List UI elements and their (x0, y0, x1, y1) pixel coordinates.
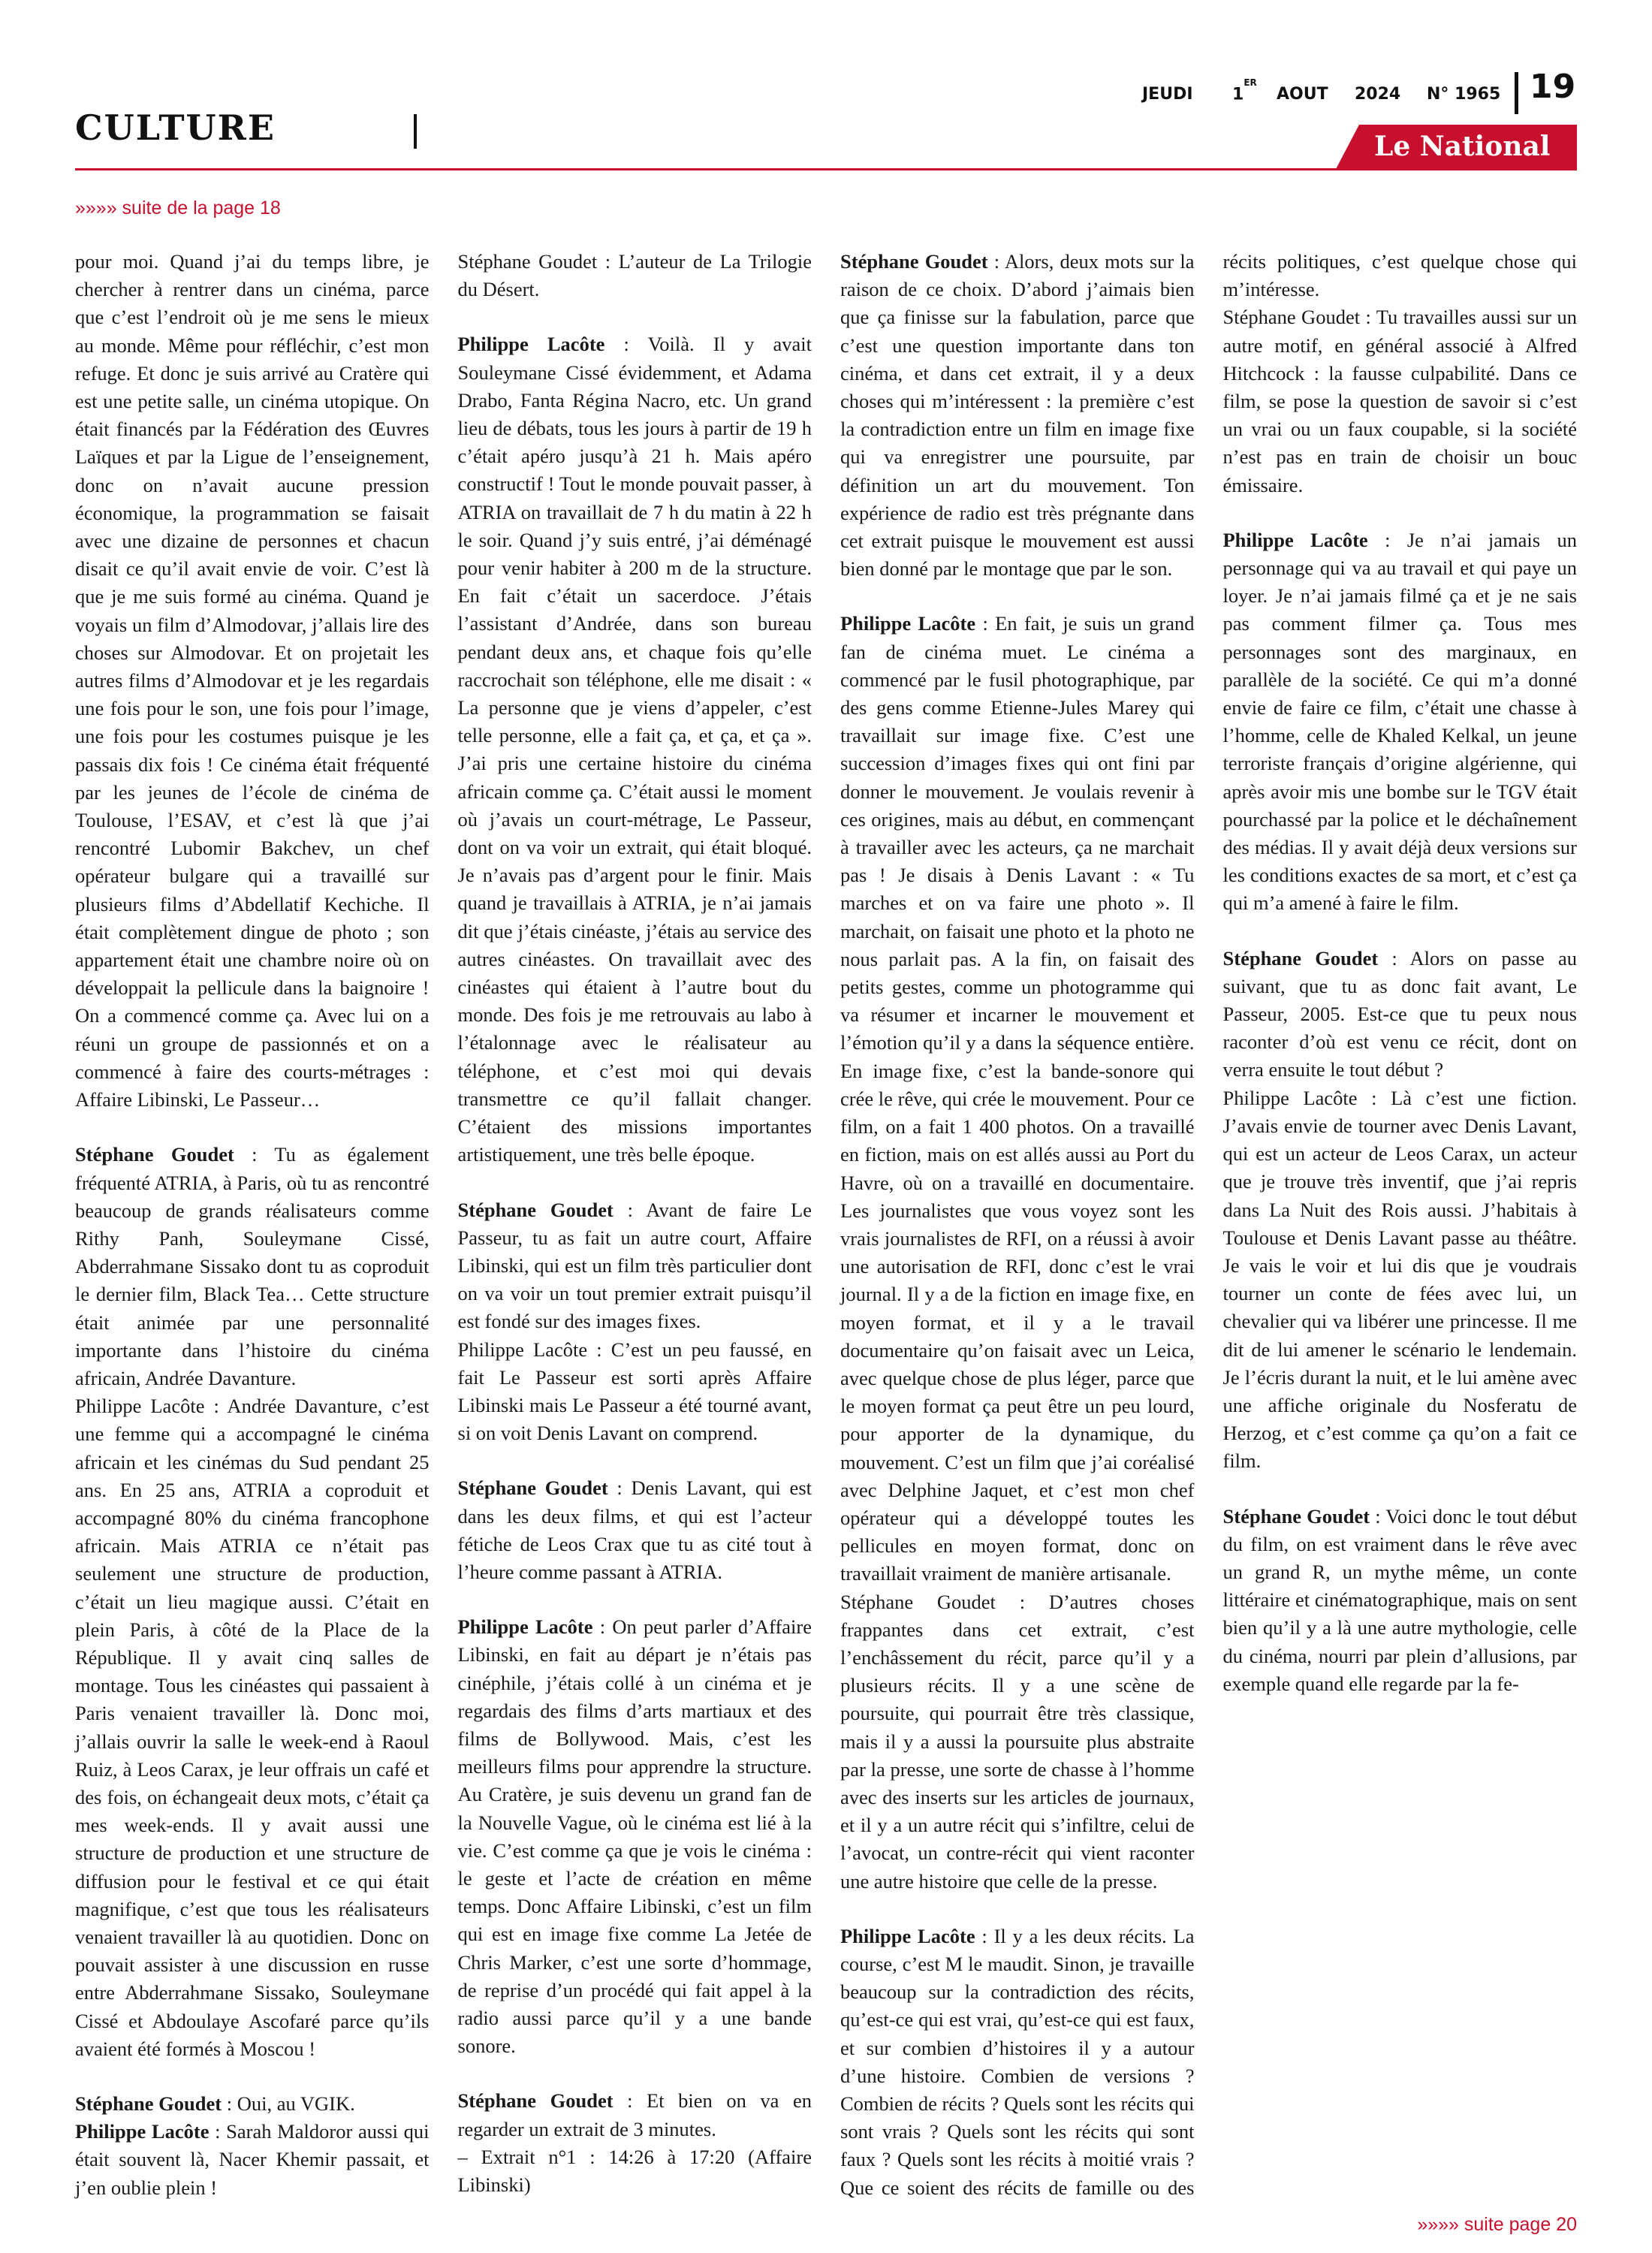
paragraph-text: : Sarah Maldoror aussi qui était souvent là, Nacer Khemir passait, et j’en oublie plein ! (75, 2120, 430, 2199)
speaker-name: Stéphane Goudet (75, 1143, 234, 1166)
article-paragraph (458, 1613, 812, 2060)
date-day: 1ER (1232, 77, 1257, 104)
article-paragraph (75, 248, 430, 1114)
speaker-name: Stéphane Goudet (1222, 1504, 1370, 1528)
article-paragraph (1223, 945, 1578, 1084)
article-paragraph (458, 1196, 812, 1336)
speaker-name: Stéphane Goudet (75, 2092, 222, 2115)
continued-to-link[interactable]: »»»» suite page 20 (1417, 2214, 1577, 2235)
paragraph-text: Stéphane Goudet : Tu travailles aussi sur un autre motif, en général associé à Alfred Hitchcock : la fausse culpabilité. Dans ce film, se pose la question de savoir si c’est un vrai ou un faux coupable, si la société n’est pas en train de choisir un bouc émissaire. (1222, 306, 1577, 496)
speaker-name: Stéphane Goudet (457, 1476, 608, 1500)
paragraph-text: – Extrait n°1 : 14:26 à 17:20 (Affaire Libinski) (457, 2145, 812, 2196)
article-paragraph (840, 610, 1195, 1588)
article-paragraph (75, 1392, 430, 2063)
article-paragraph (1223, 526, 1578, 918)
article-paragraph (458, 330, 812, 1169)
article-paragraph (75, 2090, 430, 2118)
article-paragraph (1223, 1503, 1578, 1698)
article-body (75, 248, 1577, 2204)
speaker-name: Philippe Lacôte (840, 1924, 975, 1947)
paragraph-text: pour moi. Quand j’ai du temps libre, je chercher à rentrer dans un cinéma, parce que c’est l’endroit où je me sens le mieux au monde. Même pour réfléchir, c’est mon refuge. Et donc je suis arrivé au Cratère qui est une petite salle, un cinéma utopique. On était financés par la Fédération des Œuvres Laïques et par la Ligue de l’enseignement, donc on n’avait aucune pression économique, la programmation se faisait avec une dizaine de personnes et chacun disait ce qu’il avait envie de voir. C’est là que je me suis formé au cinéma. Quand je voyais un film d’Almodovar, j’allais lire des choses sur Almodovar. Et on projetait les autres films d’Almodovar et je les regardais une fois pour le son, une fois pour l’image, une fois pour les costumes puisque je les passais dix fois ! Ce cinéma était fréquenté par les jeunes de l’école de cinéma de Toulouse, l’ESAV, et c’est là que j’ai rencontré Lubomir Bakchev, un chef opérateur bulgare qui a travaillé sur plusieurs films d’Abdellatif Kechiche. Il était complètement dingue de photo ; son appartement était une chambre noire où on développait la pellicule dans la baignoire ! On a commencé comme ça. Avec lui on a réuni un groupe de passionnés et on a commencé à faire des courts-métrages : Affaire Libinski, Le Passeur… (75, 250, 430, 1111)
header-rule (75, 168, 1577, 170)
paragraph-text: Stéphane Goudet : D’autres choses frappantes dans cet extrait, c’est l’enchâssement du récit, parce qu’il y a plusieurs récits. Il y a une scène de poursuite, qui pourrait être très classique, mais il y a aussi la poursuite plus abstraite par la presse, une sorte de chasse à l’homme avec des inserts sur les articles de journaux, et il y a un autre récit qui s’infiltre, celui de l’avocat, un contre-récit qui vient raconter une autre histoire que celle de la presse. (840, 1590, 1195, 1893)
date-year: 2024 (1355, 85, 1401, 104)
page-number: 19 (1530, 68, 1576, 106)
speaker-name: Philippe Lacôte (457, 333, 605, 356)
issue-number: N° 1965 (1427, 85, 1501, 104)
paragraph-text: Stéphane Goudet : L’auteur de La Trilogie du Désert. (457, 250, 812, 301)
section-title: CULTURE (75, 107, 276, 148)
date-month: AOUT (1277, 85, 1328, 104)
article-paragraph (75, 2118, 430, 2202)
article-paragraph (458, 1474, 812, 1586)
article-paragraph (458, 1336, 812, 1448)
article-paragraph (458, 248, 812, 303)
paragraph-text: : Voilà. Il y avait Souleymane Cissé évidemment, et Adama Drabo, Fanta Régina Nacro, etc. Un grand lieu de débats, tous les jours à partir de 19 h c’était apéro jusqu’à 21 h. Mais apéro constructif ! Tout le monde pouvait passer, à ATRIA on travaillait de 7 h du matin à 22 h le soir. Quand j’y suis entré, j’ai déménagé pour venir habiter à 200 m de la structure. En fait c’était un sacerdoce. J’étais l’assistant d’Andrée, dans son bureau pendant deux ans, et chaque fois qu’elle raccrochait son téléphone, elle me disait : « La personne que je viens d’appeler, c’est telle personne, elle a fait ça, et ça, et ça ». J’ai pris une certaine histoire du cinéma africain comme ça. C’était aussi le moment où j’avais un court-métrage, Le Passeur, dont on va voir un extrait, qui était bloqué. Je n’avais pas d’argent pour le finir. Mais quand je travaillais à ATRIA, je n’ai jamais dit que j’étais cinéaste, j’étais au service des autres cinéastes. On travaillait avec des cinéastes qui étaient à l’autre bout du monde. Des fois je me retrouvais au labo à l’étalonnage avec le réalisateur au téléphone, et c’est moi qui devais transmettre ce qu’il fallait changer. C’étaient des missions importantes artistiquement, une très belle époque. (457, 333, 812, 1166)
paragraph-text: Philippe Lacôte : Là c’est une fiction. J’avais envie de tourner avec Denis Lavant, qui est un acteur de Leos Carax, un acteur que je trouve très inventif, que j’ai repris dans La Nuit des Rois aussi. J’habitais à Toulouse et Denis Lavant passe au théâtre. Je vais le voir et lui dis que je voudrais tourner un conte de fées avec lui, un chevalier qui va libérer une princesse. Il me dit de lui amener le scénario le lendemain. Je l’écris durant la nuit, et le lui amène avec une affiche originale du Nosferatu de Herzog, et c’est comme ça qu’on a fait ce film. (1222, 1086, 1577, 1473)
article-paragraph (1223, 1084, 1578, 1476)
article-paragraph (458, 2143, 812, 2199)
continued-from-link[interactable]: »»»» suite de la page 18 (75, 198, 281, 219)
paragraph-text: : On peut parler d’Affaire Libinski, en fait au départ je n’étais pas cinéphile, j’étais collé à un cinéma et je regardais des films d’arts martiaux et des films de Bollywood. Mais, c’est les meilleurs films pour apprendre la structure. Au Cratère, je suis devenu un grand fan de la Nouvelle Vague, où le cinéma est lié à la vie. C’est comme ça que je vois le cinéma : le geste et l’acte de création en même temps. Donc Affaire Libinski, c’est un film qui est en image fixe comme La Jetée de Chris Marker, c’est une sorte d’hommage, de reprise d’un procédé qui fait appel à la radio aussi parce qu’il y a une bande sonore. (457, 1615, 812, 2058)
speaker-name: Philippe Lacôte (457, 1615, 593, 1639)
paragraph-text: Philippe Lacôte : C’est un peu faussé, en fait Le Passeur est sorti après Affaire Libinski mais Le Passeur a été tourné avant, si on voit Denis Lavant on comprend. (457, 1338, 812, 1445)
speaker-name: Stéphane Goudet (457, 2089, 613, 2113)
paragraph-text: Philippe Lacôte : Andrée Davanture, c’est une femme qui a accompagné le cinéma africain et les cinémas du Sud pendant 25 ans. En 25 ans, ATRIA a coproduit et accompagné 80% du cinéma francophone africain. Mais ATRIA ce n’était pas seulement une structure de production, c’était un lieu magique aussi. C’était en plein Paris, à côté de la Place de la République. Il y avait cinq salles de montage. Tous les cinéastes qui passaient à Paris venaient travailler là. Donc moi, j’allais ouvrir la salle le week-end à Raoul Ruiz, à Leos Carax, je leur offrais un café et des fois, on échangeait deux mots, c’était ça mes week-ends. Il y avait aussi une structure de production et une structure de diffusion pour le festival et ce qui était magnifique, c’est que tous les réalisateurs venaient travailler là au quotidien. Donc on pouvait assister à une discussion en russe entre Abderrahmane Sissako, Souleymane Cissé et Abdoulaye Ascofaré parce qu’ils avaient été formés à Moscou ! (75, 1395, 430, 2060)
article-paragraph (840, 1588, 1195, 1896)
speaker-name: Philippe Lacôte (840, 612, 976, 635)
article-paragraph (1223, 303, 1578, 499)
paragraph-text: : Avant de faire Le Passeur, tu as fait un autre court, Affaire Libinski, qui est un film très particulier dont on va voir un tout premier extrait puisqu’il est fondé sur des images fixes. (457, 1198, 812, 1333)
speaker-name: Philippe Lacôte (1222, 528, 1368, 551)
article-paragraph (458, 2087, 812, 2143)
speaker-name: Philippe Lacôte (75, 2120, 210, 2143)
paragraph-text: : Et bien on va en regarder un extrait de 3 minutes. (457, 2089, 812, 2140)
speaker-name: Stéphane Goudet (840, 250, 988, 273)
speaker-name: Stéphane Goudet (457, 1198, 613, 1221)
paragraph-text: : Voici donc le tout début du film, on est vraiment dans le rêve avec un grand R, un mythe même, un conte littéraire et cinématographique, mais on sent bien qu’il y a là une autre mythologie, celle du cinéma, nourri par plein d’allusions, par exemple quand elle regarde par la fe- (1222, 1504, 1577, 1695)
article-paragraph (840, 248, 1195, 583)
paragraph-text: : Oui, au VGIK. (222, 2092, 355, 2115)
speaker-name: Stéphane Goudet (1222, 946, 1379, 970)
brand-name: Le National (1374, 131, 1551, 162)
page-number-separator (1515, 72, 1518, 114)
title-separator (414, 114, 417, 149)
paragraph-text: : Je n’ai jamais un personnage qui va au travail et qui paye un loyer. Je n’ai jamais filmé ça et je ne sais pas comment filmer ça. Tous mes personnages sont des marginaux, en parallèle de la société. Ce qui m’a donné envie de faire ce film, c’était une chasse à l’homme, celle de Khaled Kelkal, un jeune terroriste français d’origine algérienne, qui après avoir mis une bombe sur le TGV était pourchassé par la police et le déchaînement des médias. Il y avait déjà deux versions sur les conditions exactes de sa mort, et c’est ça qui m’a amené à faire le film. (1222, 528, 1578, 915)
paragraph-text: : Il y a les deux récits. La course, c’est M le maudit. Sinon, je travaille beaucoup sur la contradiction des récits, qu’est-ce qui est vrai, qu’est-ce qui est faux, et sur combien d’histoires il y a autour d’une histoire. Combien de versions ? Combien de récits ? Quels sont les récits qui sont vrais ? Quels sont les récits qui sont faux ? Quels sont les récits à moitié vrais ? Que ce soient des récits de famille ou des récits politiques, c’est quelque chose qui m’intéresse. (840, 250, 1577, 2199)
paragraph-text: : Denis Lavant, qui est dans les deux films, et qui est l’acteur fétiche de Leos Crax que tu as cité tout à l’heure comme passant à ATRIA. (457, 1476, 812, 1583)
date-weekday: JEUDI (1142, 85, 1193, 104)
article-paragraph (75, 1141, 430, 1392)
paragraph-text: : Tu as également fréquenté ATRIA, à Paris, où tu as rencontré beaucoup de grands réalisateurs comme Rithy Panh, Souleymane Cissé, Abderrahmane Sissako dont tu as coproduit le dernier film, Black Tea… Cette structure était animée par une personnalité importante dans l’histoire du cinéma africain, Andrée Davanture. (75, 1143, 430, 1389)
paragraph-text: : En fait, je suis un grand fan de cinéma muet. Le cinéma a commencé par le fusil photographique, par des gens comme Etienne-Jules Marey qui travaillait sur image fixe. C’est une succession d’images fixes qui ont fini par donner le mouvement. Je voulais revenir à ces origines, mais au début, en commençant à travailler avec les acteurs, ça ne marchait pas ! Je disais à Denis Lavant : « Tu marches et on va faire une photo ». Il marchait, on faisait une photo et la photo ne nous parlait pas. A la fin, on faisait des petits gestes, comme un photogramme qui va résumer et incarner le mouvement et l’émotion qu’il y a dans la séquence entière. En image fixe, c’est la bande-sonore qui crée le rêve, qui crée le mouvement. Pour ce film, on a fait 1 400 photos. On a travaillé en fiction, mais on est allés aussi au Port du Havre, où on a travaillé en documentaire. Les journalistes que vous voyez sont les vrais journalistes de RFI, on a réussi à avoir une autorisation de RFI, donc c’est le vrai journal. Il y a de la fiction en image fixe, en moyen format, et il y a le travail documentaire qu’on faisait avec un Leica, avec quelque chose de plus léger, parce que le moyen format ça peut être un peu lourd, pour apporter de la dynamique, du mouvement. C’est un film que j’ai coréalisé avec Delphine Jaquet, et c’est mon chef opérateur qui a développé toutes les pellicules en moyen format, donc on travaillait vraiment de manière artisanale. (840, 612, 1195, 1585)
paragraph-text: : Alors on passe au suivant, que tu as donc fait avant, Le Passeur, 2005. Est-ce que tu peux nous raconter d’où est venu ce récit, dont on verra ensuite le tout début ? (1222, 946, 1577, 1081)
date-day-suffix: ER (1244, 77, 1257, 88)
paragraph-text: : Alors, deux mots sur la raison de ce choix. D’abord j’aimais bien que ça finisse sur la fabulation, parce que c’est une question importante dans ton cinéma, et dans cet extrait, il y a deux choses qui m’intéressent : la première c’est la contradiction entre un film en image fixe qui va enregistrer une poursuite, par définition un art du mouvement. Ton expérience de radio est très prégnante dans cet extrait puisque le mouvement est aussi bien donné par le montage que par le son. (840, 250, 1195, 581)
